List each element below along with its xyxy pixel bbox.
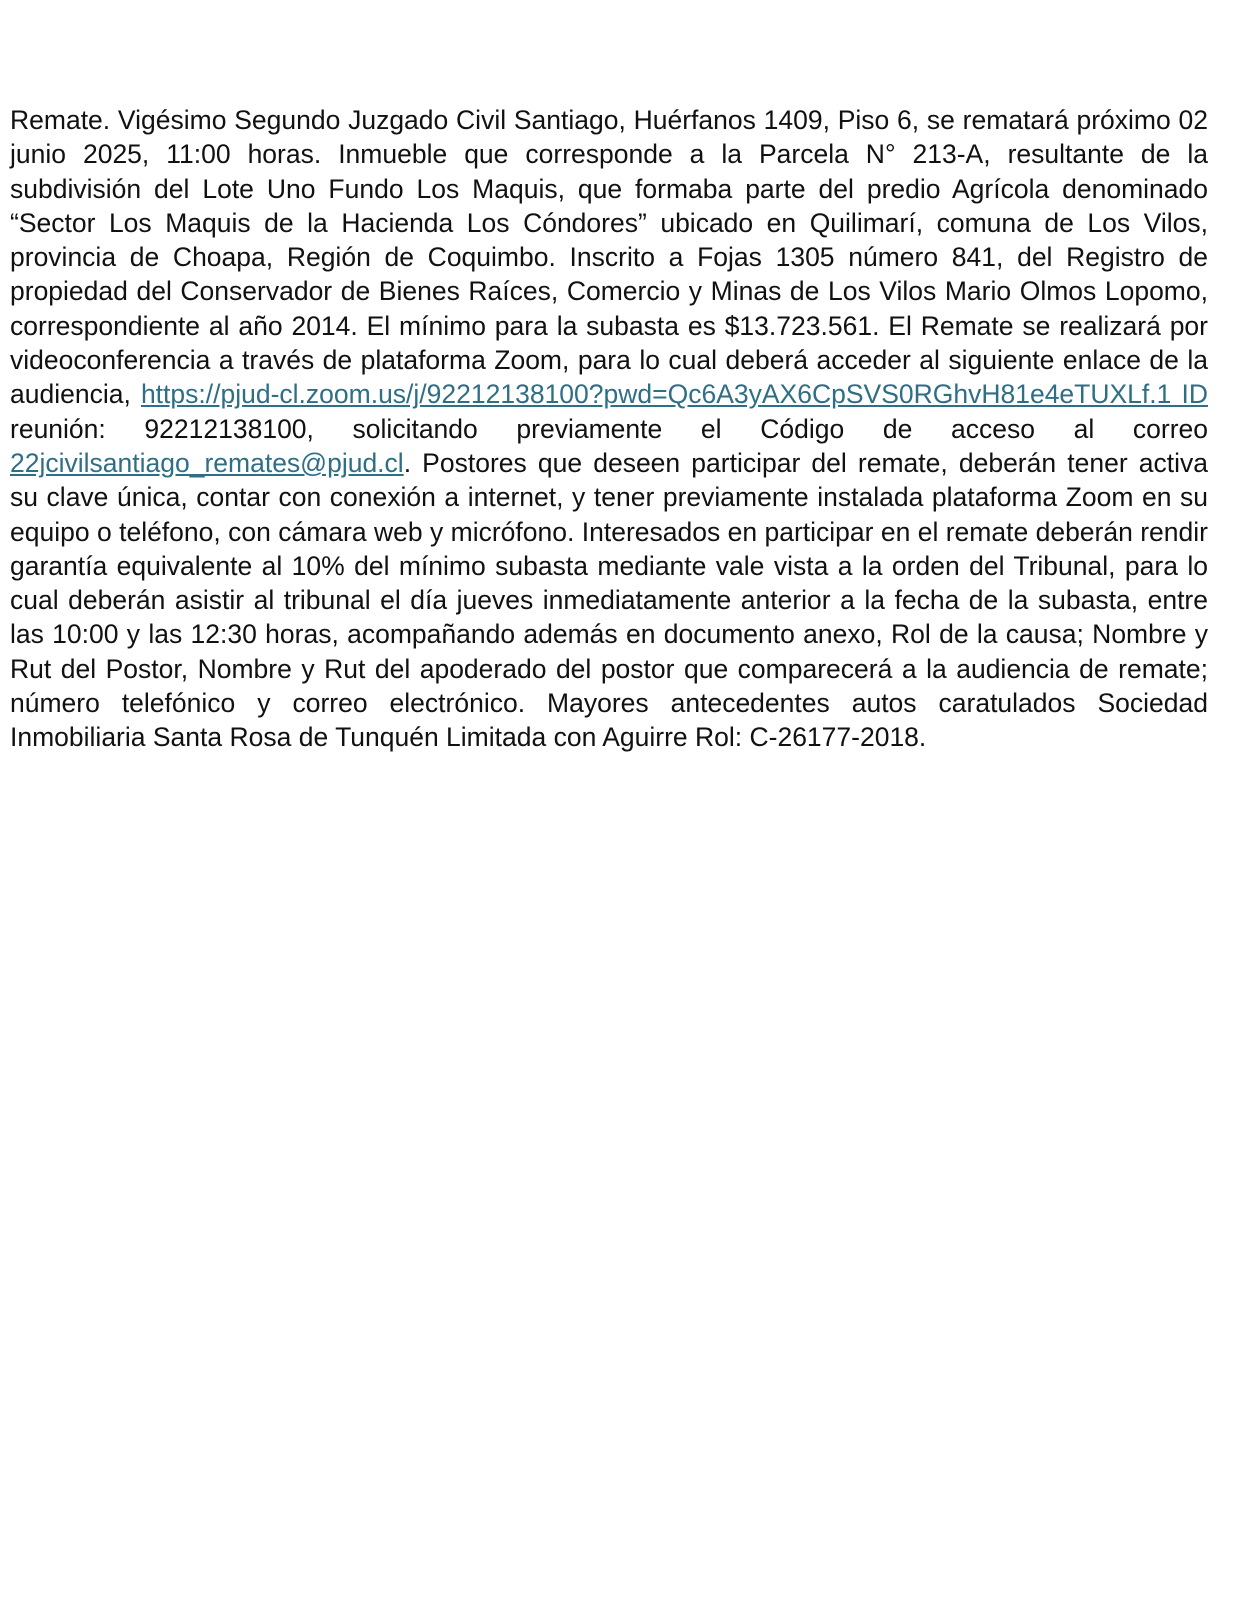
notice-text-conditions: . Postores que deseen participar del remate, deberán tener activa su clave única, contar con conexión a internet, y tener previamente instalada plataforma Zoom en su equipo o teléfono, con cámara web y micrófono. Interesados en participar en el remate deberán rendir garantía equivalente al 10% del mínimo subasta mediante vale vista a la orden del Tribunal, para lo cual deberán asistir al tribunal el día jueves inmediatamente anterior a la fecha de la subasta, entre las 10:00 y las 12:30 horas, acompañando además en documento anexo, Rol de la causa; Nombre y Rut del Postor, Nombre y Rut del apoderado del postor que comparecerá a la audiencia de remate; número telefónico y correo electrónico. Mayores antecedentes autos caratulados Sociedad Inmobiliaria Santa Rosa de Tunquén Limitada con Aguirre Rol: C-26177-2018. (10, 447, 1208, 753)
auction-notice-paragraph (10, 103, 1208, 755)
notice-text-intro: Remate. Vigésimo Segundo Juzgado Civil Santiago, Huérfanos 1409, Piso 6, se rematará próximo 02 junio 2025, 11:00 horas. Inmueble que corresponde a la Parcela N° 213-A, resultante de la subdivisión del Lote Uno Fundo Los Maquis, que formaba parte del predio Agrícola denominado “Sector Los Maquis de la Hacienda Los Cóndores” ubicado en Quilimarí, comuna de Los Vilos, provincia de Choapa, Región de Coquimbo. Inscrito a Fojas 1305 número 841, del Registro de propiedad del Conservador de Bienes Raíces, Comercio y Minas de Los Vilos Mario Olmos Lopomo, correspondiente al año 2014. El mínimo para la subasta es $13.723.561. El Remate se realizará por videoconferencia a través de plataforma Zoom, para lo cual deberá acceder al siguiente enlace de la audiencia, (10, 105, 1208, 410)
court-email-link[interactable]: 22jcivilsantiago_remates@pjud.cl (10, 447, 404, 478)
notice-text-meeting-id: reunión: 92212138100, solicitando previamente el Código de acceso al correo (10, 413, 1208, 444)
zoom-meeting-link[interactable]: https://pjud-cl.zoom.us/j/92212138100?pwd=Qc6A3yAX6CpSVS0RGhvH81e4eTUXLf.1 ID (140, 379, 1208, 410)
